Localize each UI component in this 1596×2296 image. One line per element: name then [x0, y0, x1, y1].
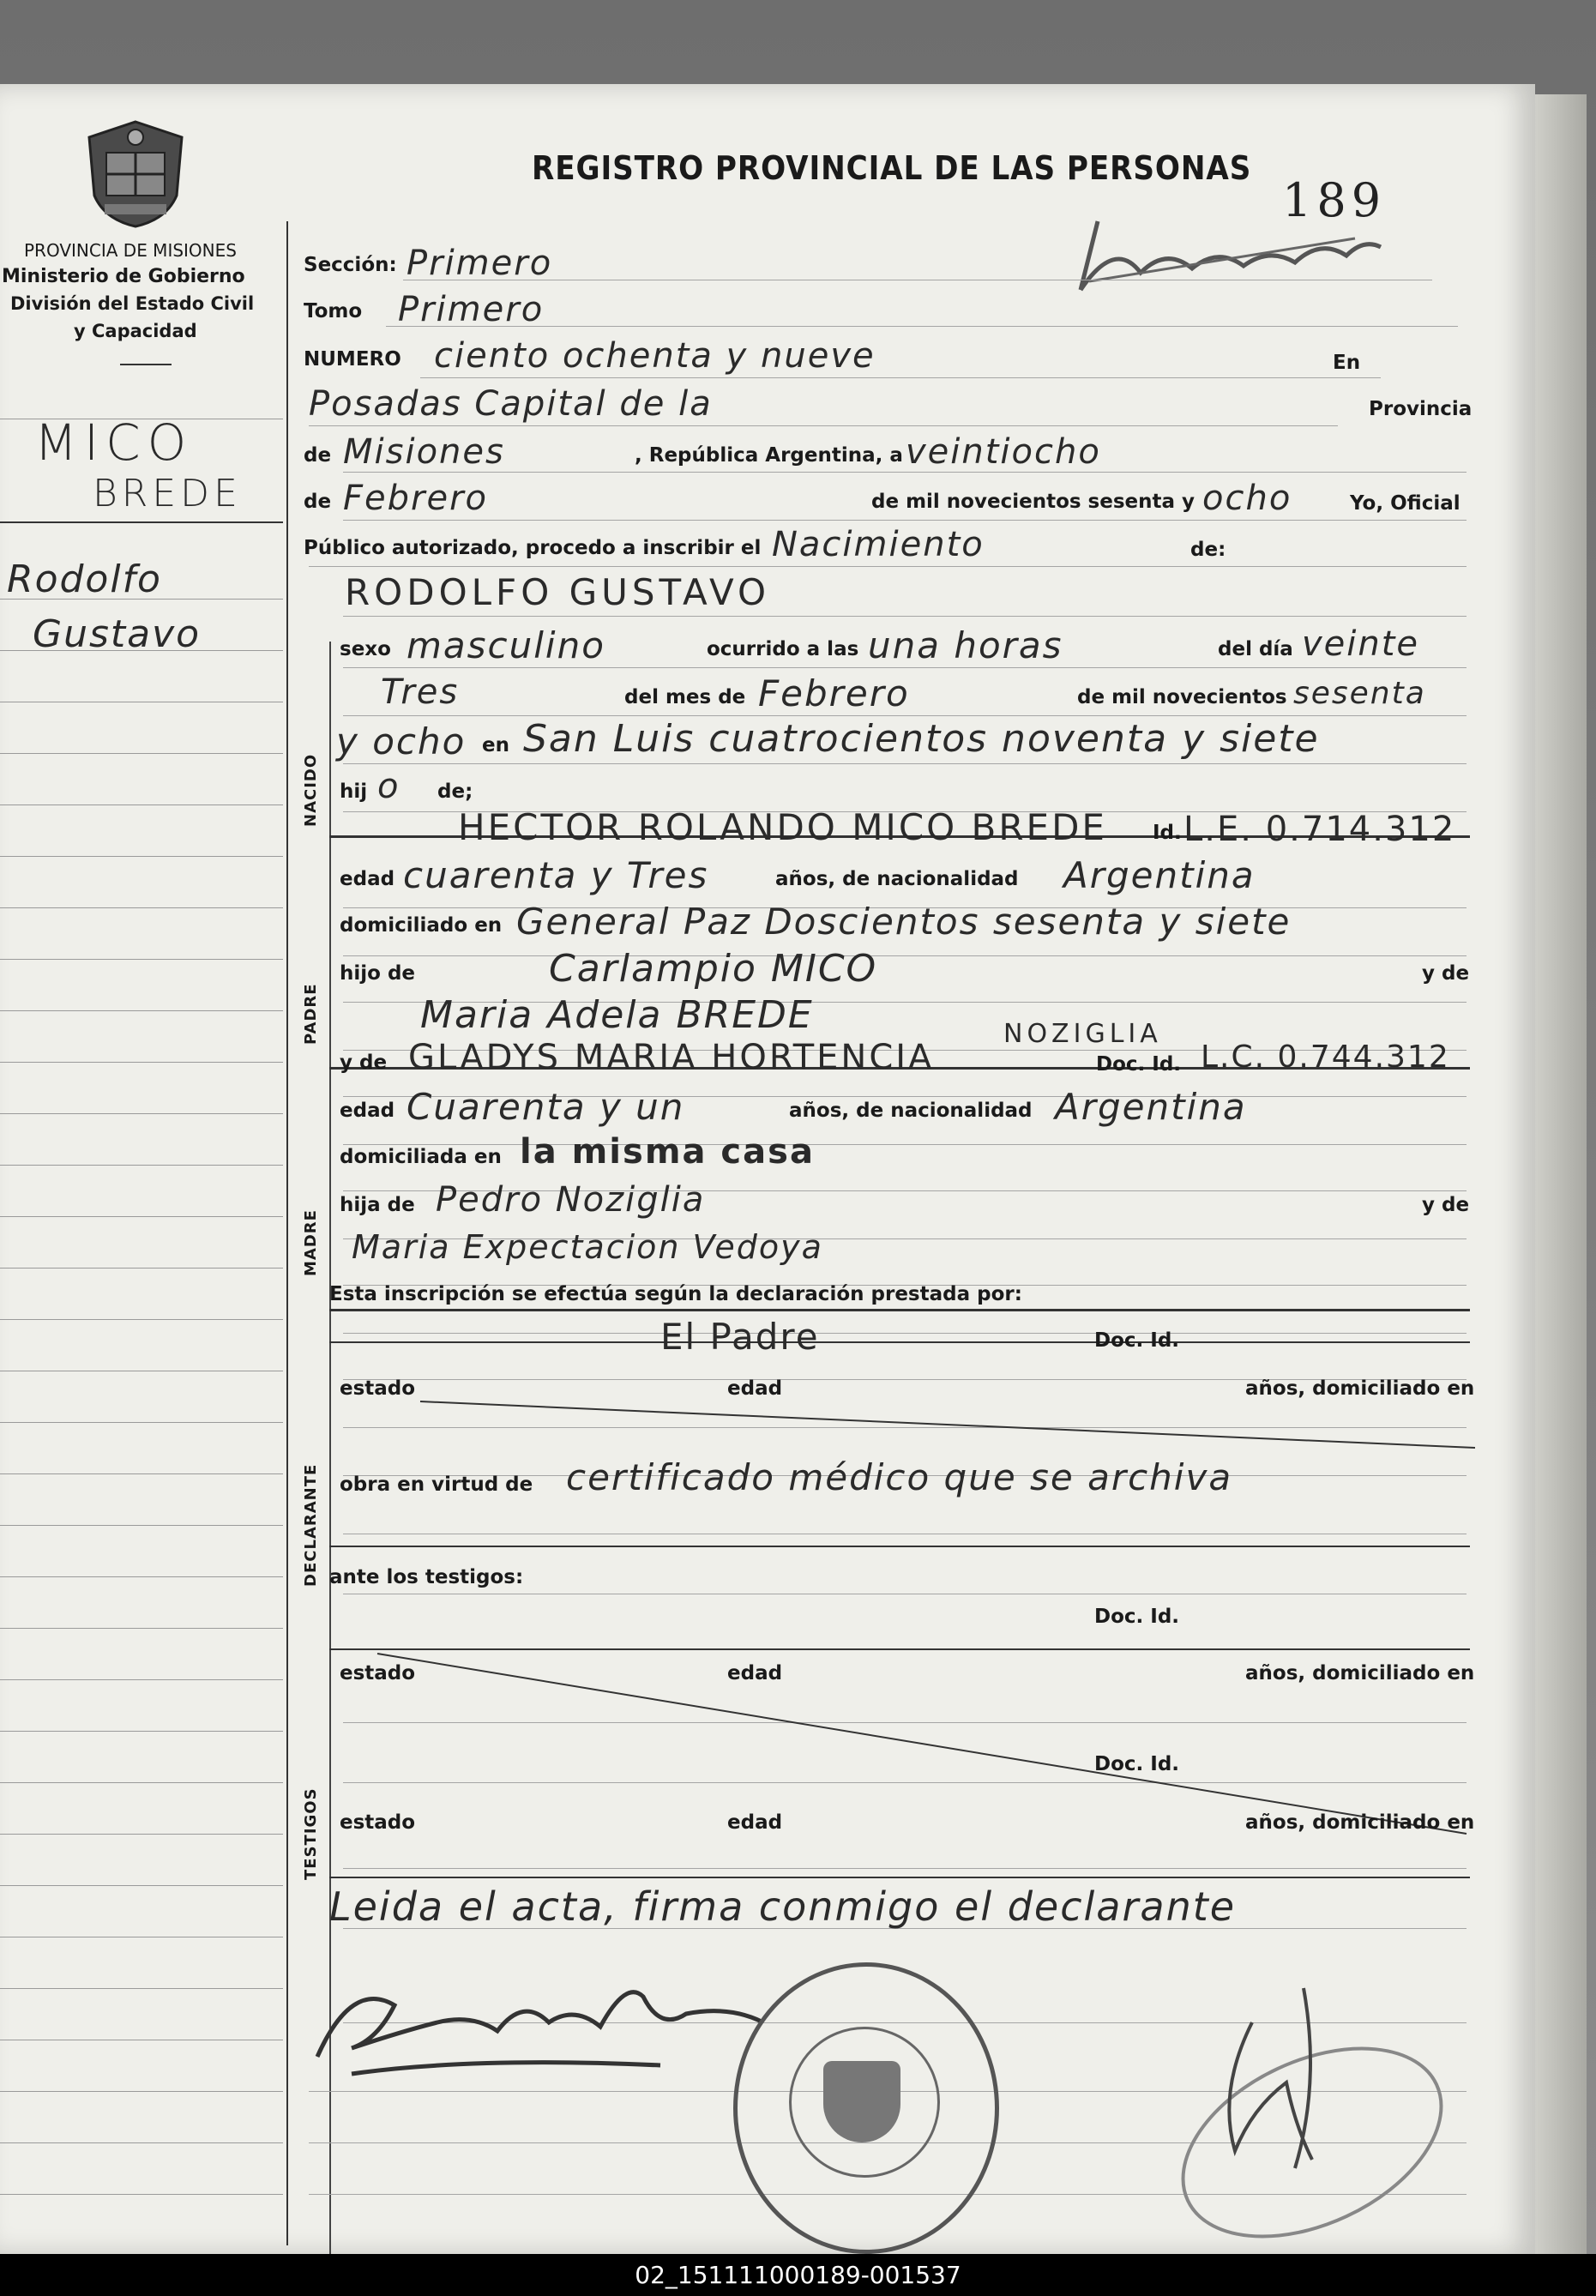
day-value: veintiocho	[906, 432, 1101, 472]
agency-line-province: PROVINCIA DE MISIONES	[24, 240, 237, 261]
testigo1-doc-label: Doc. Id.	[1094, 1606, 1180, 1628]
en-label: En	[1333, 352, 1361, 374]
mother-doc-label: Doc. Id.	[1096, 1053, 1182, 1076]
hijo-suffix: o	[377, 767, 401, 806]
declarante-obra-value: certificado médico que se archiva	[566, 1456, 1233, 1498]
mes-label: del mes de	[624, 686, 746, 708]
hora-label: ocurrido a las	[707, 638, 859, 660]
maternal-grandfather: Pedro Noziglia	[436, 1180, 706, 1220]
folio-number: 189	[1282, 173, 1387, 227]
numero-label: NUMERO	[304, 348, 401, 371]
paternal-grandmother: Maria Adela BREDE	[420, 993, 814, 1037]
maternal-grandmother: Maria Expectacion Vedoya	[352, 1228, 823, 1266]
section-label-padre: PADRE	[302, 983, 320, 1045]
agency-line-capacity: y Capacidad	[74, 321, 197, 341]
father-edad-label: edad	[340, 868, 395, 890]
anio-label: de mil novecientos	[1077, 686, 1287, 708]
mother-edad-label: edad	[340, 1100, 395, 1122]
anio-value-2: y ocho	[336, 720, 467, 762]
agency-line-ministry: Ministerio de Gobierno	[2, 266, 245, 287]
seccion-value: Primero	[407, 244, 553, 283]
dia-value-2: Tres	[381, 672, 460, 712]
declarante-anios-label: años, domiciliado en	[1245, 1377, 1475, 1400]
mother-doc-value: L.C. 0.744.312	[1201, 1040, 1450, 1075]
province-value: Misiones	[343, 432, 505, 472]
testigo2-doc-label: Doc. Id.	[1094, 1753, 1180, 1775]
dia-value-1: veinte	[1302, 624, 1420, 664]
section-label-madre: MADRE	[302, 1209, 320, 1276]
mother-y-de-label: y de	[340, 1052, 388, 1074]
margin-column-divider	[286, 221, 288, 2245]
paternal-grandfather: Carlampio MICO	[549, 947, 878, 991]
tomo-label: Tomo	[304, 300, 363, 322]
dia-label: del día	[1218, 638, 1293, 660]
father-doc-value: L.E. 0.714.312	[1183, 810, 1456, 849]
publico-label: Público autorizado, procedo a inscribir el	[304, 537, 762, 559]
declarante-edad-label: edad	[727, 1377, 783, 1400]
testigos-intro: ante los testigos:	[329, 1566, 524, 1588]
mother-name: GLADYS MARIA HORTENCIA	[408, 1038, 935, 1077]
section-separator-declarante	[329, 1341, 1470, 1343]
year-value: ocho	[1202, 479, 1292, 518]
hijo-label: hij	[340, 780, 368, 803]
province-de-label: de	[304, 444, 332, 467]
testigo1-estado-label: estado	[340, 1662, 416, 1684]
registry-seal-stamp	[733, 1962, 999, 2254]
testigo2-estado-label: estado	[340, 1811, 416, 1834]
republica-label: , República Argentina, a	[635, 444, 903, 467]
provincial-crest-icon	[81, 118, 190, 230]
section-separator-madre-end	[329, 1309, 1470, 1311]
declarante-obra-label: obra en virtud de	[340, 1473, 533, 1496]
numero-value: ciento ochenta y nueve	[434, 336, 876, 376]
closing-text: Leida el acta, firma conmigo el declarante	[329, 1883, 1237, 1930]
agency-line-division: División del Estado Civil	[10, 293, 255, 314]
testigo2-anios-label: años, domiciliado en	[1245, 1811, 1475, 1834]
father-dom-value: General Paz Doscientos sesenta y siete	[516, 901, 1292, 943]
official-signature-top	[1063, 187, 1406, 307]
father-y-de-label: y de	[1422, 962, 1470, 985]
margin-surname-2: BREDE	[93, 472, 242, 515]
seccion-label: Sección:	[304, 254, 397, 276]
place-value: Posadas Capital de la	[309, 384, 713, 424]
sexo-value: masculino	[407, 624, 605, 666]
declarante-estado-label: estado	[340, 1377, 416, 1400]
mother-dom-value: la misma casa	[520, 1132, 815, 1172]
father-dom-label: domiciliado en	[340, 914, 503, 937]
margin-given-2: Gustavo	[33, 612, 202, 656]
register-page	[0, 84, 1535, 2254]
father-hijo-de-label: hijo de	[340, 962, 416, 985]
father-doc-label: Id.	[1153, 822, 1182, 844]
act-type-value: Nacimiento	[772, 525, 985, 564]
section-label-nacido: NACIDO	[302, 753, 320, 827]
testigo1-edad-label: edad	[727, 1662, 783, 1684]
testigo1-anios-label: años, domiciliado en	[1245, 1662, 1475, 1684]
father-edad-value: cuarenta y Tres	[403, 854, 709, 896]
father-nac-label: años, de nacionalidad	[775, 868, 1019, 890]
father-nac-value: Argentina	[1063, 854, 1256, 896]
father-name: HECTOR ROLANDO MICO BREDE	[458, 806, 1107, 848]
child-name: RODOLFO GUSTAVO	[345, 571, 771, 613]
declarante-intro: Esta inscripción se efectúa según la declaración prestada por:	[329, 1283, 1022, 1305]
oficial-label: Yo, Oficial	[1350, 492, 1460, 515]
lugar-value: San Luis cuatrocientos noventa y siete	[523, 717, 1320, 761]
section-label-declarante: DECLARANTE	[302, 1463, 320, 1587]
anio-value-1: sesenta	[1293, 676, 1426, 711]
tomo-value: Primero	[398, 290, 545, 329]
mother-surname-above: NOZIGLIA	[1003, 1019, 1162, 1049]
de-colon-label: de:	[1190, 539, 1226, 561]
mes-value: Febrero	[758, 672, 910, 714]
declarante-doc-label: Doc. Id.	[1094, 1329, 1180, 1352]
margin-given-1: Rodolfo	[7, 557, 162, 601]
lugar-en-label: en	[482, 734, 509, 756]
hijo-de-label: de;	[437, 780, 473, 803]
register-title: REGISTRO PROVINCIAL DE LAS PERSONAS	[532, 149, 1252, 187]
hora-value: una horas	[868, 624, 1063, 666]
declarante-name: El Padre	[660, 1316, 820, 1358]
mother-edad-value: Cuarenta y un	[407, 1086, 685, 1128]
section-label-testigos: TESTIGOS	[302, 1787, 320, 1880]
month-de-label: de	[304, 491, 332, 513]
month-value: Febrero	[343, 479, 488, 518]
scan-filename: 02_151111000189-001537	[0, 2254, 1596, 2296]
mother-nac-value: Argentina	[1055, 1086, 1247, 1128]
testigo2-edad-label: edad	[727, 1811, 783, 1834]
mother-nac-label: años, de nacionalidad	[789, 1100, 1033, 1122]
provincia-label: Provincia	[1369, 398, 1473, 420]
year-label: de mil novecientos sesenta y	[871, 491, 1195, 513]
mother-y-de-right-label: y de	[1422, 1194, 1470, 1216]
mother-dom-label: domiciliada en	[340, 1146, 502, 1168]
agency-divider	[120, 364, 172, 365]
margin-surname-1: MICO	[34, 413, 194, 472]
official-signature-bottom	[1115, 1954, 1475, 2254]
book-page-edge	[1535, 94, 1587, 2254]
sexo-label: sexo	[340, 638, 391, 660]
mother-hija-de-label: hija de	[340, 1194, 415, 1216]
